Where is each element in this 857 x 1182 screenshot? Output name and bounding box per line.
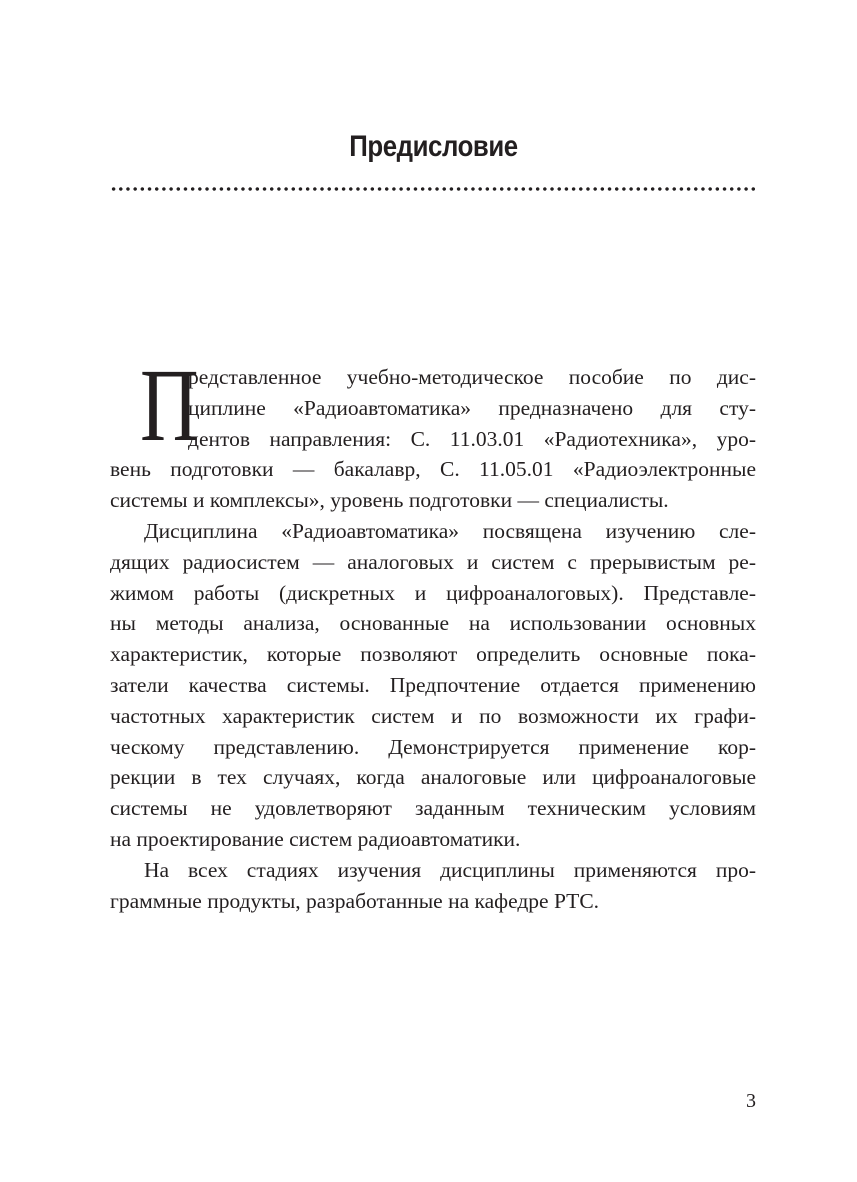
dotted-divider xyxy=(110,186,756,192)
text-line: характеристик, которые позволяют определить основные пока- xyxy=(110,642,756,667)
text-line: На всех стадиях изучения дисциплины применяются про- xyxy=(144,857,756,882)
text-line: дентов направления: С. 11.03.01 «Радиотехника», уро- xyxy=(188,426,756,451)
text-line: Дисциплина «Радиоавтоматика» посвящена изучению сле- xyxy=(144,518,756,543)
preface-body xyxy=(110,348,756,916)
text-line: системы и комплексы», уровень подготовки — специалисты. xyxy=(110,488,669,513)
text-line: дящих радиосистем — аналоговых и систем с прерывистым ре- xyxy=(110,549,756,574)
text-line: затели качества системы. Предпочтение отдается применению xyxy=(110,672,756,697)
text-line: рекции в тех случаях, когда аналоговые или цифроаналоговые xyxy=(110,765,756,790)
text-line: вень подготовки — бакалавр, С. 11.05.01 «Радиоэлектронные xyxy=(110,457,756,482)
text-line: частотных характеристик систем и по возможности их графи- xyxy=(110,703,756,728)
text-line: системы не удовлетворяют заданным техническим условиям xyxy=(110,796,756,821)
text-line: циплине «Радиоавтоматика» предназначено для сту- xyxy=(188,395,756,420)
text-line: ны методы анализа, основанные на использовании основных xyxy=(110,611,756,636)
drop-cap: П xyxy=(140,348,199,463)
text-line: ческому представлению. Демонстрируется применение кор- xyxy=(110,734,756,759)
text-line: на проектирование систем радиоавтоматики. xyxy=(110,826,521,851)
paragraph-1 xyxy=(110,348,756,516)
text-line: жимом работы (дискретных и цифроаналоговых). Представле- xyxy=(110,580,756,605)
page-number: 3 xyxy=(746,1090,756,1112)
paragraph-3 xyxy=(110,855,756,917)
text-line: редставленное учебно-методическое пособие по дис- xyxy=(188,365,756,389)
paragraph-2 xyxy=(110,516,756,855)
page-title: Предисловие xyxy=(349,130,518,163)
text-line: граммные продукты, разработанные на кафедре РТС. xyxy=(110,888,600,913)
